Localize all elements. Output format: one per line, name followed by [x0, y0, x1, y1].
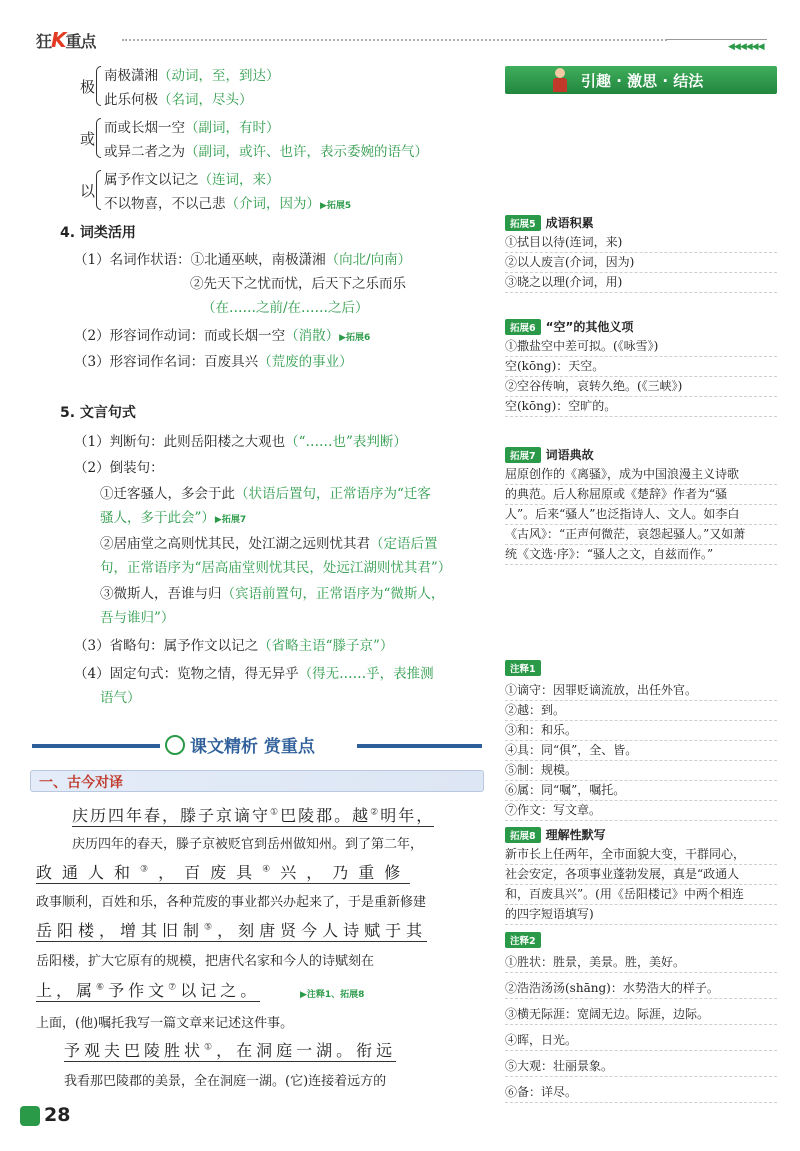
list-item: ①拭目以待(连词，来) [505, 232, 777, 253]
s4-line-5 [74, 350, 353, 370]
heading-5: 5. 文言句式 [60, 405, 136, 421]
page-number-text: 28 [44, 1104, 71, 1126]
tag-title: “空”的其他义项 [545, 320, 634, 334]
original-line-1 [72, 803, 434, 827]
note-marker: ⑥ [96, 982, 109, 993]
brace [96, 66, 101, 106]
list-item: ③晓之以理(介词，用) [505, 272, 777, 293]
list-item: ②以人废言(介词，因为) [505, 252, 777, 273]
tuozhan-6-heading [505, 318, 633, 333]
translation-line-5: 我看那巴陵郡的美景，全在洞庭一湖。(它)连接着远方的 [64, 1074, 387, 1089]
huo-line-2 [104, 140, 428, 160]
s4-gloss: （消散） [285, 328, 340, 344]
original-text: 岳阳楼，增其旧制 [36, 921, 205, 940]
list-item: ②空谷传响，哀转久绝。(《三峡》) [505, 376, 777, 397]
translation-line-1: 庆历四年的春天，滕子京被贬官到岳州做知州。到了第二年， [72, 837, 424, 852]
tuozhan-6-link[interactable]: ▶拓展6 [339, 333, 371, 343]
s5-gloss: （省略主语“滕子京”） [258, 638, 394, 654]
s5-line-2: （2）倒装句： [74, 460, 164, 476]
list-item: ③横无际涯：宽阔无边。际涯，边际。 [505, 1004, 777, 1025]
ji-example-2: 此乐何极 [104, 92, 158, 108]
ji-gloss-2: （名词，尽头） [158, 92, 253, 108]
s5-line-1 [74, 430, 407, 450]
original-text: 庆历四年春，滕子京谪守 [72, 806, 271, 825]
paragraph-line: 社会安定，各项事业蓬勃发展，真是“政通人 [505, 864, 777, 885]
section-title [32, 732, 482, 760]
original-line-3 [36, 918, 427, 942]
note-marker: ⑤ [204, 922, 218, 933]
s5-line-8: 吾与谁归”） [100, 610, 175, 626]
s4-gloss: （荒废的事业） [258, 354, 353, 370]
s5-text: ②居庙堂之高则忧其民，处江湖之远则忧其君 [100, 536, 370, 552]
huo-example-2: 或异二者之为 [104, 144, 185, 160]
s4-gloss: （向北/向南） [325, 252, 412, 268]
zhushi-1-heading [505, 660, 541, 675]
list-item: ④具：同“俱”，全、皆。 [505, 740, 777, 761]
huo-example-1: 而或长烟一空 [104, 120, 185, 136]
yi-line-2 [104, 192, 351, 212]
list-item: ①撒盐空中差可拟。(《咏雪》) [505, 336, 777, 357]
header-dotted-rule [122, 39, 667, 41]
s5-line-3 [100, 482, 431, 502]
list-item: ③和：和乐。 [505, 720, 777, 741]
s4-line-2: ②先天下之忧而忧，后天下之乐而乐 [190, 276, 406, 292]
brace [96, 170, 101, 210]
list-item: ⑥备：详尽。 [505, 1082, 777, 1103]
tuozhan-7-heading [505, 446, 594, 461]
zhushi-tuozhan-link[interactable]: ▶注释1、拓展8 [300, 990, 365, 1000]
s4-text: （3）形容词作名词：百废具兴 [74, 354, 259, 370]
original-text: 予观夫巴陵胜状 [64, 1041, 205, 1060]
subsection-title: 一、古今对译 [39, 775, 123, 791]
s4-text: （2）形容词作动词：而或长烟一空 [74, 328, 286, 344]
list-item: ⑤大观：壮丽景象。 [505, 1056, 777, 1077]
translation-line-4: 上面，(他)嘱托我写一篇文章来记述这件事。 [36, 1016, 294, 1031]
translation-line-2: 政事顺利，百姓和乐，各种荒废的事业都兴办起来了，于是重新修建 [36, 895, 427, 910]
s5-gloss: （定语后置 [370, 536, 438, 552]
original-line-4 [36, 978, 260, 1002]
list-item: ②浩浩汤汤(shāng)：水势浩大的样子。 [505, 978, 777, 999]
heading-4: 4. 词类活用 [60, 225, 136, 241]
tuozhan-5-heading [505, 214, 594, 229]
yi-example-2: 不以物喜，不以己悲 [104, 196, 226, 212]
tag-pill: 注释2 [505, 932, 541, 948]
original-line-2 [36, 860, 410, 884]
s4-line-4 [74, 324, 370, 344]
section-title-text: 课文精析 赏重点 [190, 737, 315, 757]
tag-pill: 注释1 [505, 660, 541, 676]
subsection-bar [30, 770, 484, 792]
original-line-5 [64, 1038, 396, 1062]
leaf-icon [165, 735, 185, 755]
paragraph-line: 屈原创作的《离骚》，成为中国浪漫主义诗歌 [505, 464, 777, 485]
s5-text: （4）固定句式：览物之情，得无异乎 [74, 666, 299, 682]
note-marker: ③ [140, 864, 159, 875]
tag-pill: 拓展8 [505, 827, 541, 843]
ji-line-2 [104, 88, 253, 108]
paragraph-line: 的四字短语填写) [505, 904, 777, 925]
huo-gloss-2: （副词，或许、也许，表示委婉的语气） [185, 144, 428, 160]
paragraph-line: 新市长上任两年，全市面貌大变，干群同心， [505, 844, 777, 865]
sidebar-banner [505, 66, 777, 94]
original-text: ，百废具 [158, 863, 263, 882]
s5-text: ①迁客骚人，多会于此 [100, 486, 235, 502]
original-text: 予作文 [108, 981, 169, 1000]
list-item: ⑥属：同“嘱”，嘱托。 [505, 780, 777, 801]
original-text: 政通人和 [36, 863, 141, 882]
yi-gloss-2: （介词，因为） [225, 196, 320, 212]
header-rule [667, 39, 767, 40]
logo-prefix: 狂 [36, 32, 52, 51]
tag-title: 词语典故 [545, 448, 594, 462]
page-number [14, 1104, 74, 1128]
note-marker: ① [270, 807, 281, 818]
s5-text: ③微斯人，吾谁与归 [100, 586, 222, 602]
s5-gloss: （得无……乎，表推测 [298, 666, 434, 682]
logo-suffix: 重点 [65, 32, 96, 51]
zhushi-2-heading [505, 932, 541, 947]
note-marker: ② [370, 807, 381, 818]
note-marker: ④ [262, 864, 281, 875]
word-yi: 以 [80, 182, 96, 200]
original-text: ，在洞庭一湖。衔远 [216, 1041, 397, 1060]
original-text: 巴陵郡。越 [280, 806, 371, 825]
huo-line-1 [104, 116, 280, 136]
s5-gloss: （宾语前置句，正常语序为“微斯人， [221, 586, 445, 602]
brace [96, 118, 101, 158]
s5-line-10 [74, 662, 434, 682]
s4-line-1 [74, 248, 411, 268]
s5-line-11: 语气） [100, 690, 141, 706]
divider [357, 744, 482, 748]
original-text: ，刻唐贤今人诗赋于其 [217, 921, 428, 940]
tuozhan-8-heading [505, 826, 606, 841]
word-ji: 极 [80, 78, 96, 96]
leaf-icon [20, 1106, 40, 1126]
list-item: 空(kōng)：天空。 [505, 356, 777, 377]
s5-gloss: （状语后置句，正常语序为“迁客 [235, 486, 431, 502]
book-logo [36, 28, 96, 52]
yi-gloss-1: （连词，来） [198, 172, 280, 188]
list-item: ①谪守：因罪贬谪流放，出任外官。 [505, 680, 777, 701]
banner-title: 引趣 · 激思 · 结法 [581, 72, 704, 90]
s5-gloss: 骚人，多于此会”） [100, 510, 215, 526]
note-marker: ⑦ [168, 982, 181, 993]
tag-pill: 拓展7 [505, 447, 541, 463]
list-item: ⑤制：规模。 [505, 760, 777, 781]
ji-example-1: 南极潇湘 [104, 68, 158, 84]
s5-line-7 [100, 582, 444, 602]
tag-title: 理解性默写 [545, 828, 606, 842]
s4-text: （1）名词作状语：①北通巫峡，南极潇湘 [74, 252, 326, 268]
original-text: 上，属 [36, 981, 97, 1000]
s5-line-9 [74, 634, 393, 654]
note-marker: ① [204, 1042, 217, 1053]
logo-k: K [51, 28, 66, 52]
yi-line-1 [104, 168, 280, 188]
paragraph-line: 和，百废具兴”。(用《岳阳楼记》中两个相连 [505, 884, 777, 905]
list-item: ④晖，日光。 [505, 1030, 777, 1051]
s5-text: （1）判断句：此则岳阳楼之大观也 [74, 434, 286, 450]
tag-title: 成语积累 [545, 216, 594, 230]
original-text: 兴，乃重修 [280, 863, 411, 882]
s4-line-3: （在……之前/在……之后） [202, 300, 369, 316]
s5-line-6: 句，正常语序为“居高庙堂则忧其民，处远江湖则忧其君”） [100, 560, 452, 576]
s5-line-4 [100, 506, 246, 526]
s5-gloss: （“……也”表判断） [285, 434, 407, 450]
tuozhan-5-link[interactable]: ▶拓展5 [320, 201, 352, 211]
yi-example-1: 属予作文以记之 [104, 172, 199, 188]
reader-icon [551, 68, 569, 92]
page-header [0, 20, 800, 60]
original-text: 以记之。 [180, 981, 261, 1000]
tag-pill: 拓展6 [505, 319, 541, 335]
paragraph-line: 统《文选·序》：“骚人之文，自兹而作。” [505, 544, 777, 565]
huo-gloss-1: （副词，有时） [185, 120, 280, 136]
header-arrows-icon: ◀◀◀◀◀◀ [728, 42, 764, 52]
tuozhan-7-link[interactable]: ▶拓展7 [214, 515, 247, 525]
paragraph-line: 《古风》：“正声何微茫，哀怨起骚人。”又如萧 [505, 524, 777, 545]
ji-gloss-1: （动词，至，到达） [158, 68, 280, 84]
original-text: 明年， [380, 806, 435, 825]
paragraph-line: 人”。后来“骚人”也泛指诗人、文人。如李白 [505, 504, 777, 525]
s5-line-5 [100, 532, 438, 552]
ji-line-1 [104, 64, 280, 84]
list-item: 空(kōng)：空旷的。 [505, 396, 777, 417]
tag-pill: 拓展5 [505, 215, 541, 231]
paragraph-line: 的典范。后人称屈原或《楚辞》作者为“骚 [505, 484, 777, 505]
list-item: ①胜状：胜景，美景。胜，美好。 [505, 952, 777, 973]
word-huo: 或 [80, 130, 96, 148]
list-item: ②越：到。 [505, 700, 777, 721]
divider [32, 744, 160, 748]
s5-text: （3）省略句：属予作文以记之 [74, 638, 259, 654]
translation-line-3: 岳阳楼，扩大它原有的规模，把唐代名家和今人的诗赋刻在 [36, 954, 375, 969]
list-item: ⑦作文：写文章。 [505, 800, 777, 821]
